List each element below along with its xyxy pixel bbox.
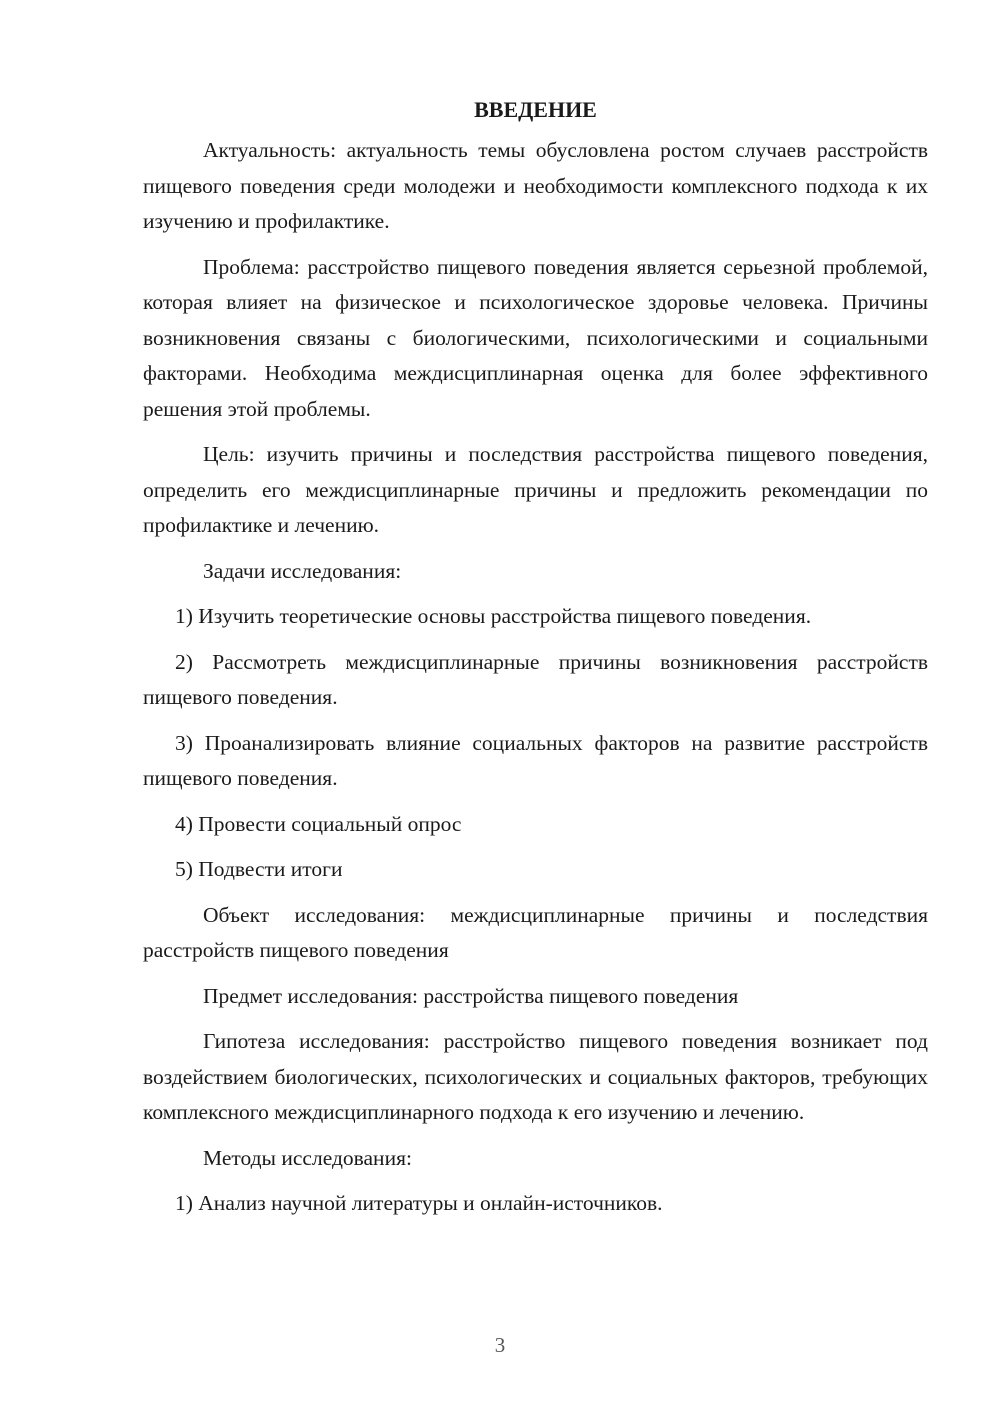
relevance-paragraph: Актуальность: актуальность темы обусловлена ростом случаев расстройств пищевого поведения среди молодежи и необходимости комплексного подхода к их изучению и профилактике. (143, 138, 928, 233)
document-page (143, 95, 928, 1232)
methods-heading: Методы исследования: (203, 1145, 412, 1170)
document-title: ВВЕДЕНИЕ (474, 97, 597, 122)
task-item-2: 2) Рассмотреть междисциплинарные причины возникновения расстройств пищевого поведения. (143, 649, 928, 709)
subject-paragraph: Предмет исследования: расстройства пищевого поведения (203, 983, 739, 1008)
problem-paragraph: Проблема: расстройство пищевого поведения является серьезной проблемой, которая влияет на физическое и психологическое здоровье человека. Причины возникновения связаны с биологическими, психологическими и социальными факторами. Необходима междисциплинарная оценка для более эффективного решения этой проблемы. (143, 254, 928, 421)
task-item-5: 5) Подвести итоги (175, 857, 343, 881)
page-number: 3 (494, 1333, 506, 1357)
tasks-heading: Задачи исследования: (203, 558, 402, 583)
object-paragraph: Объект исследования: междисциплинарные причины и последствия расстройств пищевого поведения (143, 902, 928, 962)
task-item-1: 1) Изучить теоретические основы расстройства пищевого поведения. (175, 604, 812, 628)
method-item-1: 1) Анализ научной литературы и онлайн-источников. (175, 1191, 663, 1215)
goal-paragraph: Цель: изучить причины и последствия расстройства пищевого поведения, определить его междисциплинарные причины и предложить рекомендации по профилактике и лечению. (143, 442, 928, 537)
hypothesis-paragraph: Гипотеза исследования: расстройство пищевого поведения возникает под воздействием биологических, психологических и социальных факторов, требующих комплексного междисциплинарного подхода к его изучению и лечению. (143, 1029, 928, 1124)
task-item-4: 4) Провести социальный опрос (175, 811, 462, 836)
task-item-3: 3) Проанализировать влияние социальных факторов на развитие расстройств пищевого поведения. (143, 730, 928, 790)
